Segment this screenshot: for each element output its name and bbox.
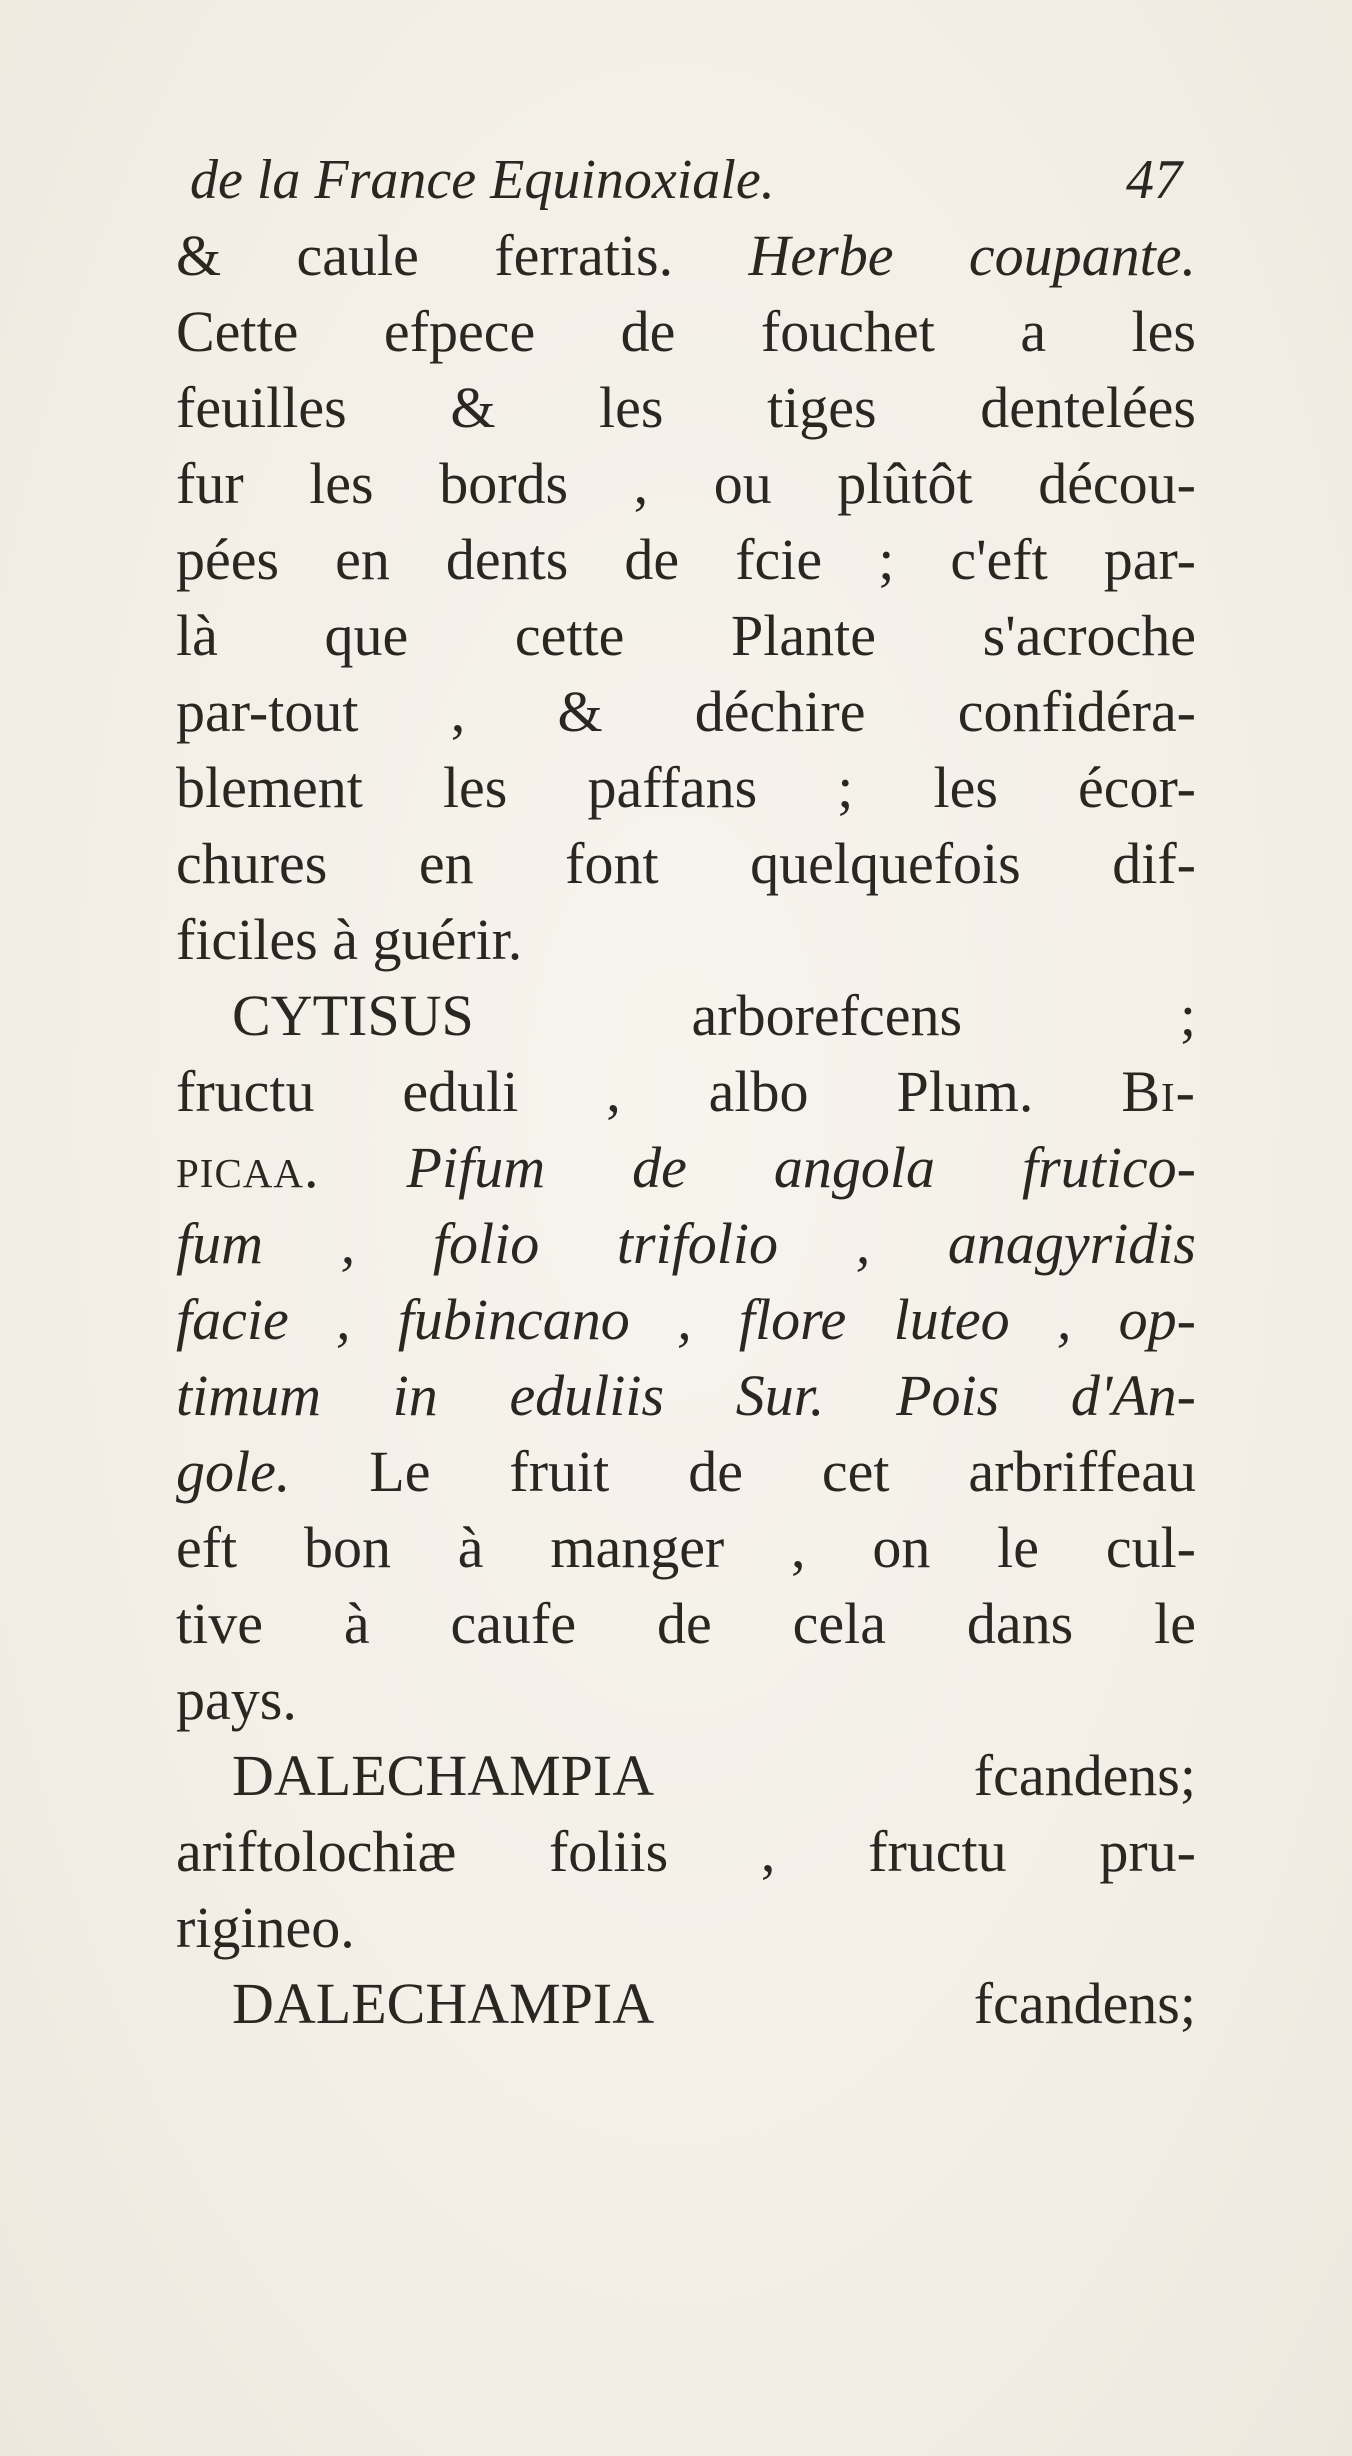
- text-line: Cette efpece de fouchet a les: [176, 299, 1196, 364]
- text-line: pées en dents de fcie ; c'eft par-: [176, 527, 1196, 592]
- text-line: picaa. Pifum de angola frutico-: [176, 1135, 1196, 1200]
- entry-heading: CYTISUS: [232, 983, 474, 1048]
- text-line: fur les bords , ou plûtôt décou-: [176, 451, 1196, 516]
- text-line: timum in eduliis Sur. Pois d'An-: [176, 1363, 1196, 1428]
- text-line: pays.: [176, 1667, 297, 1732]
- page-text: [176, 140, 1196, 2042]
- text-line: rigineo.: [176, 1895, 355, 1960]
- text-line: eft bon à manger , on le cul-: [176, 1515, 1196, 1580]
- text-line: par-tout , & déchire confidéra-: [176, 679, 1196, 744]
- entry-heading: DALECHAMPIA: [232, 1971, 651, 2036]
- entry-heading: DALECHAMPIA: [232, 1743, 651, 1808]
- text-line: ficiles à guérir.: [176, 907, 523, 972]
- text-line: blement les paffans ; les écor-: [176, 755, 1196, 820]
- text-line: là que cette Plante s'acroche: [176, 603, 1196, 668]
- text-line: chures en font quelquefois dif-: [176, 831, 1196, 896]
- text-line: facie , fubincano , flore luteo , op-: [176, 1287, 1196, 1352]
- entry-dalechampia-2: DALECHAMPIA fcandens;: [232, 1971, 1196, 2036]
- entry-cytisus: CYTISUS arborefcens ;: [232, 983, 1196, 1048]
- text-line: feuilles & les tiges dentelées: [176, 375, 1196, 440]
- text-line: fructu eduli , albo Plum. Bi-: [176, 1059, 1196, 1124]
- text-line: fum , folio trifolio , anagyridis: [176, 1211, 1196, 1276]
- running-head: [176, 140, 1196, 218]
- text-line: & caule ferratis. Herbe coupante.: [176, 223, 1197, 288]
- text-line: tive à caufe de cela dans le: [176, 1591, 1196, 1656]
- text-line: ariftolochiæ foliis , fructu pru-: [176, 1819, 1196, 1884]
- running-head-title: de la France Equinoxiale.: [190, 149, 775, 211]
- text-line: gole. Le fruit de cet arbriffeau: [176, 1439, 1196, 1504]
- entry-dalechampia-1: DALECHAMPIA fcandens;: [232, 1743, 1196, 1808]
- page-number: 47: [1126, 149, 1182, 211]
